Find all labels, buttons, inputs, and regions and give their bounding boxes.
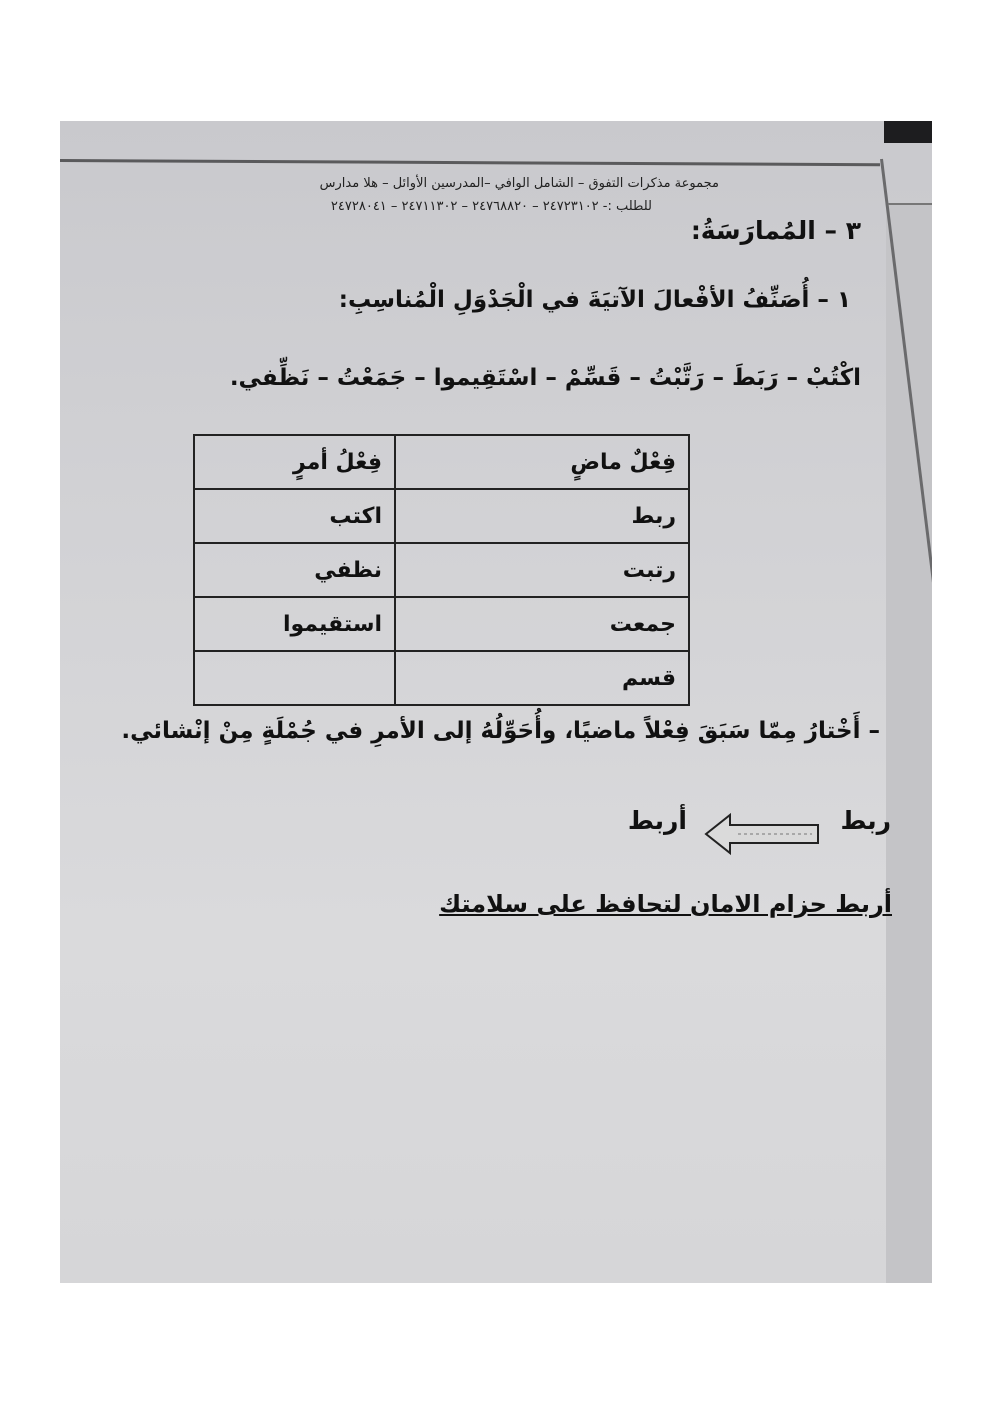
table-header-row [194,435,689,489]
table-row [194,543,689,597]
table-row [194,597,689,651]
verb-list: اكْتُبْ – رَبَطَ – رَتَّبْتُ – قَسِّمْ – اسْتَقِيموا – جَمَعْتُ – نَظِّفي. [229,365,861,391]
header-imperative: فِعْلُ أمرٍ [194,435,395,489]
header-title: مجموعة مذكرات التفوق – الشامل الوافي –المدرسين الأوائل – هلا مدارس [319,176,719,191]
cell-imperative: اكتب [194,489,395,543]
cell-past: ربط [395,489,689,543]
left-arrow-icon [704,812,822,856]
question-2: – أَخْتارُ مِمّا سَبَقَ فِعْلاً ماضيًا، وأُحَوِّلُهُ إلى الأمرِ في جُمْلَةٍ مِنْ إنْشائي. [121,718,880,744]
cell-past: جمعت [395,597,689,651]
page-side-strip [886,205,932,1283]
page-top-edge [60,159,880,166]
dark-background-corner [884,121,932,143]
cell-imperative: نظفي [194,543,395,597]
cell-imperative: استقيموا [194,597,395,651]
cell-imperative [194,651,395,705]
example-imperative-verb: أربط [627,806,687,835]
header-past: فِعْلٌ ماضٍ [395,435,689,489]
cell-past: رتبت [395,543,689,597]
cell-past: قسم [395,651,689,705]
classification-table [193,434,690,706]
answer-sentence: أربط حزام الامان لتحافظ على سلامتك [439,890,892,918]
table-row [194,651,689,705]
section-title: ٣ – المُمارَسَةُ: [690,216,861,245]
question-1: ١ – أُصَنِّفُ الأفْعالَ الآتيَةَ في الْجَدْوَلِ الْمُناسِبِ: [338,287,851,313]
example-past-verb: ربط [840,806,891,835]
table-row [194,489,689,543]
header-phones: للطلب :- ٢٤٧٢٣١٠٢ – ٢٤٧٦٨٨٢٠ – ٢٤٧١١٣٠٢ – ٢٤٧٢٨٠٤١ [330,199,652,214]
page-fold-line [888,203,932,205]
